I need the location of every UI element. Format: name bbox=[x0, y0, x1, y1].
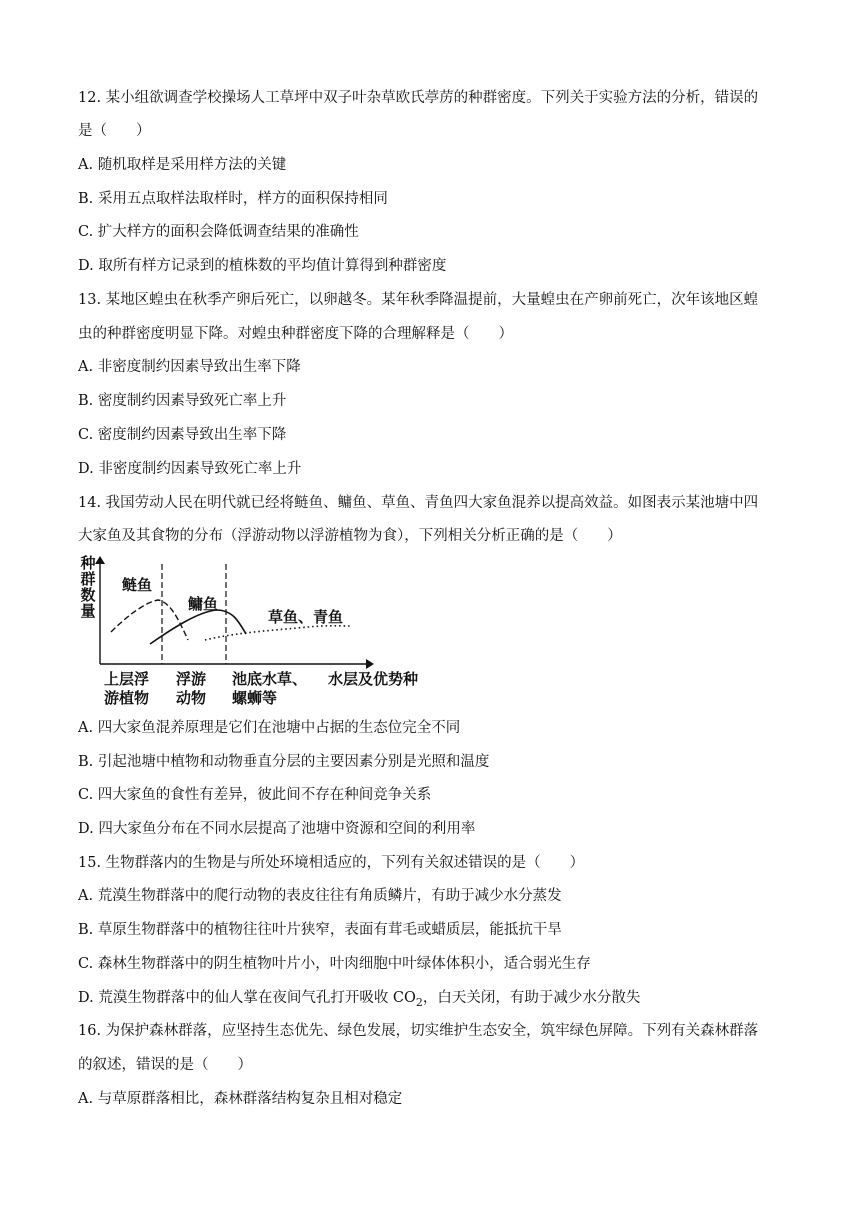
q14-option-c: C. 四大家鱼的食性有差异，彼此间不存在种间竞争关系 bbox=[78, 787, 432, 803]
x-axis-label: 水层及优势种 bbox=[328, 670, 419, 688]
q15-option-c: C. 森林生物群落中的阴生植物叶片小，叶肉细胞中叶绿体体积小，适合弱光生存 bbox=[78, 956, 591, 972]
silver-carp-label: 鲢鱼 bbox=[122, 576, 153, 594]
q12-stem-line1: 12. 某小组欲调查学校操场人工草坪中双子叶杂草欧氏葶苈的种群密度。下列关于实验方法的分析，错误的 bbox=[78, 90, 759, 106]
q12-option-a: A. 随机取样是采用样方法的关键 bbox=[78, 157, 287, 173]
zone-3-label-line1: 池底水草、 bbox=[232, 670, 308, 688]
bighead-carp-curve bbox=[150, 610, 246, 644]
q12-option-b: B. 采用五点取样法取样时，样方的面积保持相同 bbox=[78, 191, 388, 207]
q15-option-d-text-end: ，白天关闭，有助于减少水分散失 bbox=[422, 990, 641, 1006]
fish-distribution-diagram bbox=[78, 554, 438, 710]
grass-black-carp-label: 草鱼、青鱼 bbox=[268, 608, 344, 626]
q15-option-b: B. 草原生物群落中的植物往往叶片狭窄，表面有茸毛或蜡质层，能抵抗干旱 bbox=[78, 922, 562, 938]
q14-stem-line1: 14. 我国劳动人民在明代就已经将鲢鱼、鳙鱼、草鱼、青鱼四大家鱼混养以提高效益。如图表示某池塘中四 bbox=[78, 495, 759, 511]
bighead-carp-label: 鳙鱼 bbox=[188, 595, 219, 613]
q13-option-c: C. 密度制约因素导致出生率下降 bbox=[78, 427, 287, 443]
q15-option-a: A. 荒漠生物群落中的爬行动物的表皮往往有角质鳞片，有助于减少水分蒸发 bbox=[78, 888, 562, 904]
x-axis-arrow bbox=[366, 659, 374, 669]
y-axis-label-char-3: 数 bbox=[80, 586, 96, 604]
y-axis-label-char-2: 群 bbox=[80, 570, 96, 588]
q16-option-a: A. 与草原群落相比，森林群落结构复杂且相对稳定 bbox=[78, 1091, 403, 1107]
zone-1-label-line1: 上层浮 bbox=[104, 670, 150, 688]
q15-stem-line1: 15. 生物群落内的生物是与所处环境相适应的，下列有关叙述错误的是（ ） bbox=[78, 855, 585, 871]
q13-option-d: D. 非密度制约因素导致死亡率上升 bbox=[78, 461, 302, 477]
zone-2-label-line2: 动物 bbox=[176, 689, 207, 707]
zone-2-label-line1: 浮游 bbox=[176, 670, 207, 688]
q13-stem-line2: 虫的种群密度明显下降。对蝗虫种群密度下降的合理解释是（ ） bbox=[78, 326, 513, 342]
q16-stem-line1: 16. 为保护森林群落，应坚持生态优先、绿色发展，切实维护生态安全，筑牢绿色屏障。下列有关森林群落 bbox=[78, 1023, 759, 1039]
zone-3-label-line2: 螺蛳等 bbox=[232, 689, 278, 707]
q14-option-a: A. 四大家鱼混养原理是它们在池塘中占据的生态位完全不同 bbox=[78, 720, 461, 736]
q13-option-a: A. 非密度制约因素导致出生率下降 bbox=[78, 359, 301, 375]
q15-option-d-subscript: 2 bbox=[415, 995, 423, 1009]
silver-carp-curve bbox=[111, 600, 188, 640]
q14-option-b: B. 引起池塘中植物和动物垂直分层的主要因素分别是光照和温度 bbox=[78, 754, 490, 770]
zone-1-label-line2: 游植物 bbox=[104, 689, 150, 707]
q12-option-d: D. 取所有样方记录到的植株数的平均值计算得到种群密度 bbox=[78, 258, 447, 274]
y-axis-label-char-4: 量 bbox=[80, 602, 96, 620]
q16-stem-line2: 的叙述，错误的是（ ） bbox=[78, 1057, 252, 1073]
y-axis-arrow bbox=[95, 556, 105, 564]
q12-stem-line2: 是（ ） bbox=[78, 123, 151, 139]
q14-option-d: D. 四大家鱼分布在不同水层提高了池塘中资源和空间的利用率 bbox=[78, 821, 476, 837]
y-axis-label-char-1: 种 bbox=[80, 554, 96, 572]
q15-option-d bbox=[78, 988, 640, 1013]
grass-black-carp-curve bbox=[205, 626, 350, 640]
q12-option-c: C. 扩大样方的面积会降低调查结果的准确性 bbox=[78, 224, 359, 240]
q13-stem-line1: 13. 某地区蝗虫在秋季产卵后死亡，以卵越冬。某年秋季降温提前，大量蝗虫在产卵前死亡，次年该地区蝗 bbox=[78, 292, 759, 308]
q14-stem-line2: 大家鱼及其食物的分布（浮游动物以浮游植物为食），下列相关分析正确的是（ ） bbox=[78, 528, 622, 544]
q13-option-b: B. 密度制约因素导致死亡率上升 bbox=[78, 393, 287, 409]
fish-distribution-figure bbox=[78, 554, 438, 710]
q15-option-d-text: D. 荒漠生物群落中的仙人掌在夜间气孔打开吸收 CO bbox=[78, 990, 416, 1006]
